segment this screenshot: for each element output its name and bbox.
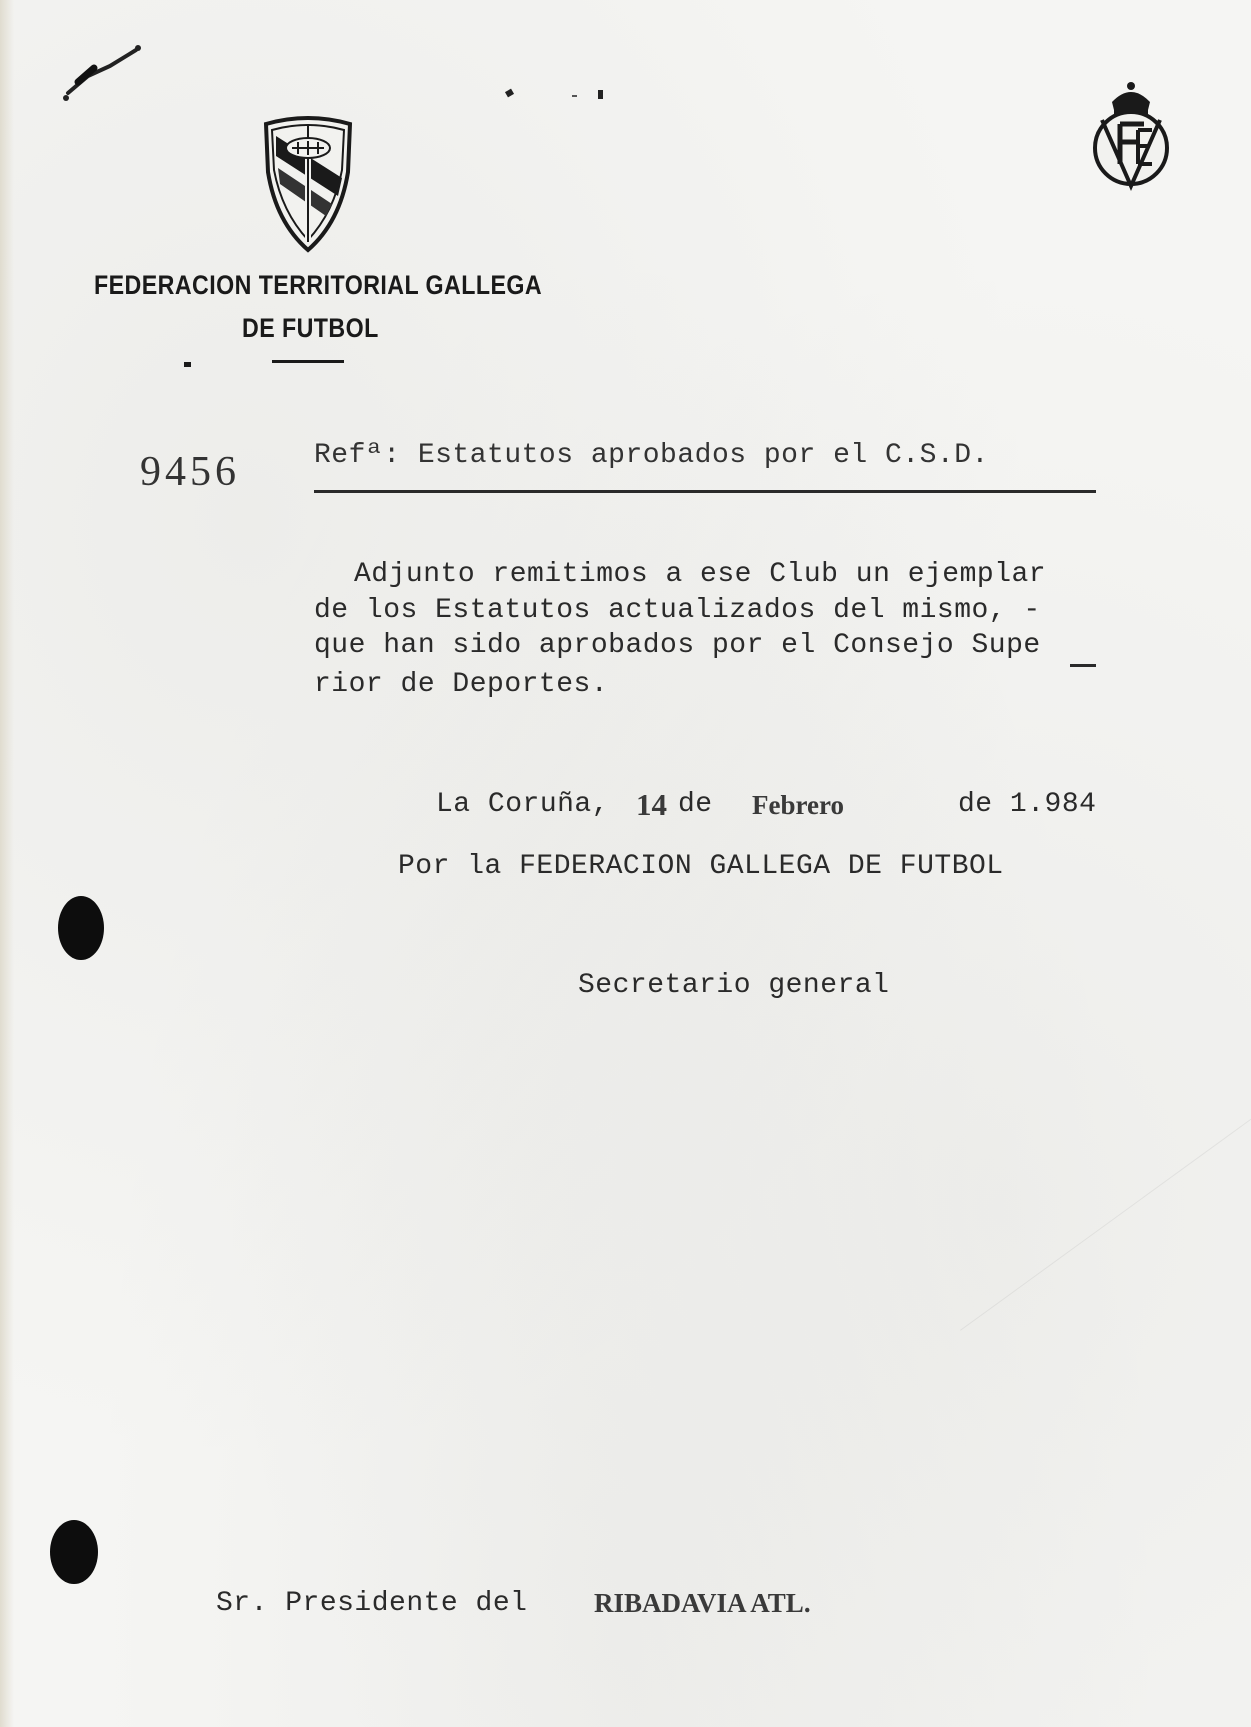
paper-edge-shadow [0, 0, 14, 1727]
paper-fold-line [960, 1083, 1251, 1331]
body-line-1: Adjunto remitimos a ese Club un ejemplar [354, 559, 1047, 590]
stray-ink-mark [58, 38, 148, 108]
date-month: Febrero [752, 790, 844, 820]
ink-speck [598, 90, 603, 99]
reference-number: 9456 [140, 449, 240, 495]
royal-spanish-federation-crest-icon [1090, 80, 1172, 192]
signature-title: Secretario general [578, 970, 890, 1001]
body-line-4: rior de Deportes. [314, 669, 609, 700]
signature-org: Por la FEDERACION GALLEGA DE FUTBOL [398, 851, 1004, 882]
ink-speck [572, 95, 577, 97]
body-line-2: de los Estatutos actualizados del mismo, - [314, 595, 1041, 626]
reference-label: Refª: Estatutos aprobados por el C.S.D. [314, 440, 989, 471]
reference-underline [314, 490, 1096, 493]
punch-hole-bottom [50, 1520, 98, 1584]
date-de: de [678, 789, 713, 820]
hyphenation-underline [1070, 664, 1096, 667]
ink-speck [184, 362, 191, 367]
org-name-line2: DE FUTBOL [242, 313, 379, 343]
addressee-prefix: Sr. Presidente del [216, 1588, 528, 1619]
ink-speck [505, 89, 514, 98]
org-name-line1: FEDERACION TERRITORIAL GALLEGA [94, 270, 543, 300]
galician-federation-shield-icon [262, 112, 354, 254]
addressee-club: RIBADAVIA ATL. [594, 1588, 811, 1618]
body-line-3: que han sido aprobados por el Consejo Supe [314, 630, 1041, 661]
date-place: La Coruña, [436, 789, 610, 820]
header-divider [272, 360, 344, 363]
punch-hole-top [58, 896, 104, 960]
date-day: 14 [636, 787, 667, 822]
date-year: de 1.984 [958, 789, 1097, 820]
